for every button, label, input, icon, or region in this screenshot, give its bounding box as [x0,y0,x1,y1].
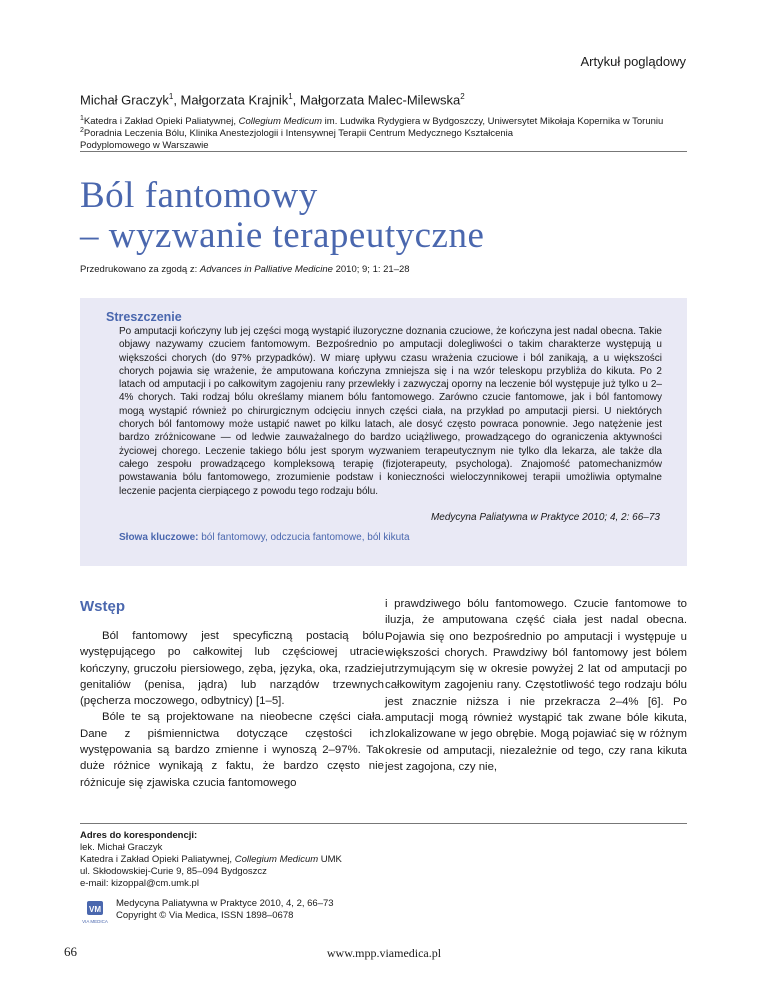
reprint-journal: Advances in Palliative Medicine [199,264,333,275]
journal-url: www.mpp.viamedica.pl [326,946,442,960]
title-line-1: Ból fantomowy [80,175,318,216]
footnote-rule [80,823,687,824]
abstract-text: Po amputacji kończyny lub jej części mogą wystąpić iluzoryczne doznania czuciowe, że kończyna jest nadal obecna. Takie objawy nazywamy czuciem fantomowym. Bezpośrednio po amputacji dolegliwości o takim charakterze występują u większości chorych (do 97% przypadków). W miarę upływu czasu wrażenia czuciowe i ból zanikają, a u większości chorych pojawia się wrażenie, że amputowana kończyna zmniejsza się i na wzór teleskopu przybliża do kikuta. Po 2 latach od amputacji i po całkowitym zagojeniu rany przewlekły i zazwyczaj oporny na leczenie ból występuje już tylko u 2–4% chorych. Taki rodzaj bólu określamy mianem bólu fantomowego. Zarówno czucie fantomowe, jak i ból fantomowy mogą wystąpić również po chirurgicznym odcięciu innych części ciała, na przykład po amputacji piersi. U niektórych chorych ból fantomowy może ustąpić nawet po kilku latach, ale dosyć często powraca ponownie. Jego natężenie jest bardzo zróżnicowane — od ledwie zauważalnego do bardzo uciążliwego, prowadzącego do ograniczenia aktywności życiowej chorego. Leczenie takiego bólu jest sporym wyzwaniem terapeutycznym nie tylko dla lekarza, ale także dla całego zespołu prowadzącego kompleksową terapię (fizjoterapeuty, psychologa). Znajomość patomechanizmów powstawania bólu fantomowego, zrozumienie podstaw i konieczności wieloczynnikowej terapii umożliwia optymalne leczenie pacjenta cierpiącego z powodu tego rodzaju bólu. [119,326,662,497]
keywords-list: ból fantomowy, odczucia fantomowe, ból kikuta [198,532,410,543]
correspondence-name: lek. Michał Graczyk [80,842,163,853]
affiliation-text-rest: im. Ludwika Rydygiera w Bydgoszczy, Uniwersytet Mikołaja Kopernika w Toruniu [322,116,664,128]
keywords [119,532,410,543]
author-name: Małgorzata Malec-Milewska [299,92,461,108]
title-line-2: – wyzwanie terapeutyczne [80,215,485,256]
affiliation-mark: 2 [80,127,84,134]
page-number: 66 [64,944,77,959]
correspondence-block [80,830,342,890]
affiliation-mark: 1 [80,115,84,122]
abstract-citation: Medycyna Paliatywna w Praktyce 2010; 4, 2: 66–73 [430,512,660,523]
inst-pre: Katedra i Zakład Opieki Paliatywnej, [80,854,235,865]
reprint-note [80,264,410,275]
paragraph: i prawdziwego bólu fantomowego. Czucie fantomowe to iluzja, że amputowana część ciała jest nadal obecna. Pojawia się ono bezpośrednio po amputacji i występuje u większości chorych. Prawdziwy ból fantomowy jest bólem utrzymującym się w okresie powyżej 2 lat od amputacji po całkowitym zagojeniu rany. Częstotliwość tego rodzaju bólu jest znacznie niższa i nie przekracza 2–4% [6]. Po amputacji mogą również wystąpić tak zwane bóle kikuta, zlokalizowane w jego obrębie. Mogą pojawiać się w różnym okresie od amputacji, niezależnie od tego, czy rana kikuta jest zagojona, czy nie, [385,598,687,773]
reprint-suffix: 2010; 9; 1: 21–28 [332,264,410,275]
author-affiliation-mark: 2 [460,92,465,101]
correspondence-institution [80,854,342,866]
author-list: Michał Graczyk$^1$, Małgorzata Krajnik$^1$, Małgorzata Malec-Milewska$^2$ [80,92,465,108]
svg-text:VM: VM [89,905,101,914]
abstract-heading: Streszczenie [106,310,182,324]
publication-info [116,898,334,922]
correspondence-label: Adres do korespondencji: [80,830,198,841]
body-column-left [80,628,384,791]
author-name: Michał Graczyk [80,92,169,108]
section-heading: Wstęp [80,598,125,615]
inst-post: UMK [318,854,342,865]
publication-copyright: Copyright © Via Medica, ISSN 1898–0678 [116,910,294,921]
affiliation-2 [80,125,513,152]
affiliation-text: Katedra i Zakład Opieki Paliatywnej, [83,116,239,128]
affiliation-text: Poradnia Leczenia Bólu, Klinika Anestezjologii i Intensywnej Terapii Centrum Medycznego Kształcenia [83,128,514,140]
paragraph: Ból fantomowy jest specyficzną postacią bólu występującego po całkowitej lub częściowej utracie kończyny, gruczołu piersiowego, zęba, języka, oka, rzadziej genitaliów (penisa, jądra) lub narządów trzewnych (pęcherza moczowego, odbytnicy) [1–5]. [80,630,384,708]
correspondence-street: ul. Skłodowskiej-Curie 9, 85–094 Bydgoszcz [80,866,267,877]
inst-italic: Collegium Medicum [234,854,319,865]
article-type-label: Artykuł poglądowy [580,54,686,69]
affiliation-text-cont: Podyplomowego w Warszawie [80,140,209,152]
header-rule [80,151,687,152]
abstract-box [80,298,687,566]
body-column-right [385,596,687,775]
article-title [80,176,484,256]
author-name: Małgorzata Krajnik [180,92,289,108]
publication-journal: Medycyna Paliatywna w Praktyce 2010, 4, 2, 66–73 [116,898,334,909]
correspondence-email: e-mail: kizoppal@cm.umk.pl [80,878,199,889]
paragraph: Bóle te są projektowane na nieobecne części ciała. Dane z piśmiennictwa dotyczące częstości ich występowania są bardzo zmienne i wynoszą 2–97%. Tak duże różnice wynikają z faktu, że bardzo często nie różnicuje się zjawiska czucia fantomowego [80,711,384,789]
author-affiliation-mark: 1 [288,92,293,101]
author-affiliation-mark: 1 [168,92,174,101]
via-medica-logo [80,900,110,926]
reprint-prefix: Przedrukowano za zgodą z: [80,264,200,275]
keywords-label: Słowa kluczowe: [119,532,199,543]
affiliation-italic: Collegium Medicum [238,116,323,128]
logo-text: VIA MEDICA [82,919,108,924]
